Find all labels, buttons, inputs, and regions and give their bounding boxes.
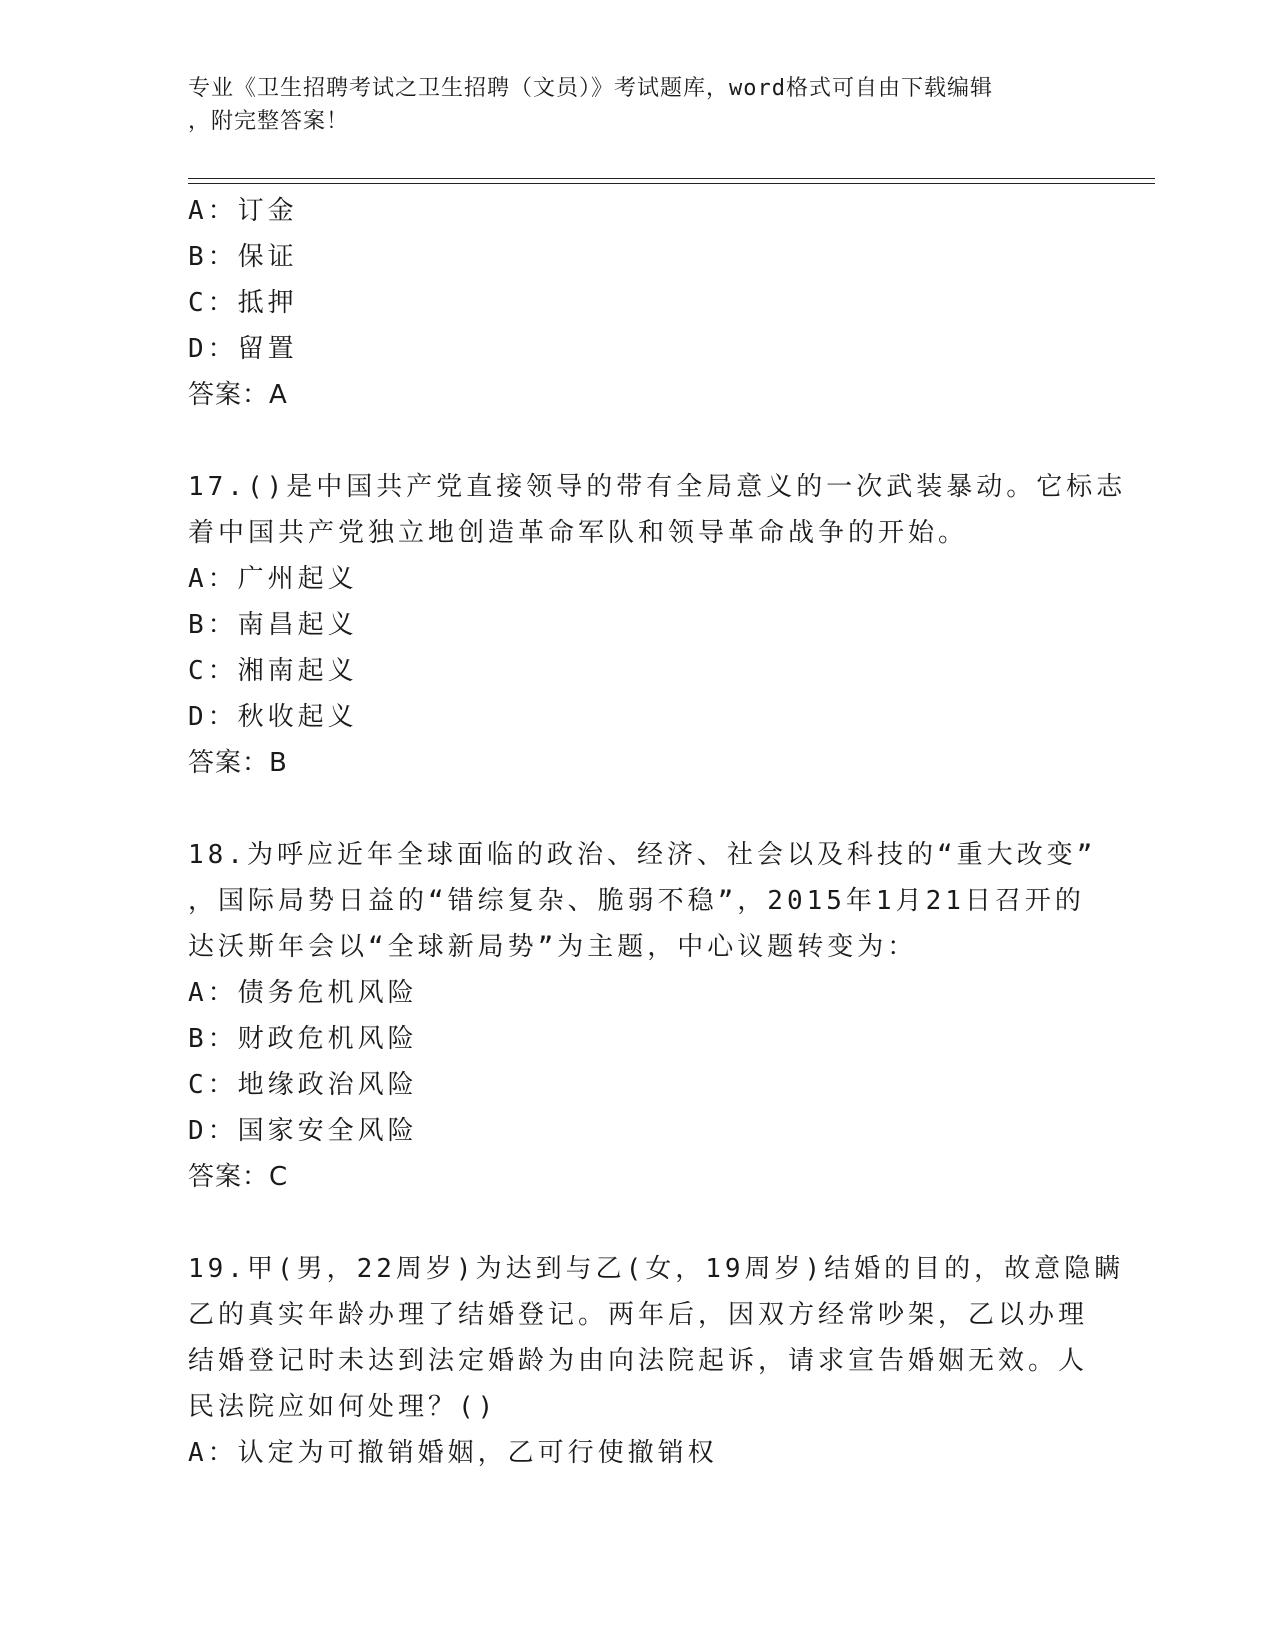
option-d: D：国家安全风险	[188, 1116, 418, 1146]
header-line-1: 专业《卫生招聘考试之卫生招聘（文员）》考试题库，word格式可自由下载编辑	[188, 76, 993, 101]
question-19	[188, 1246, 1125, 1476]
option-a: A：广州起义	[188, 564, 358, 594]
header-rule-bottom	[188, 183, 1155, 184]
question-stem-line: 17.()是中国共产党直接领导的带有全局意义的一次武装暴动。它标志	[188, 472, 1127, 502]
question-stem-line: 民法院应如何处理？()	[188, 1392, 498, 1422]
option-c: C：抵押	[188, 288, 298, 318]
answer: 答案：C	[188, 1162, 289, 1192]
option-b: B：财政危机风险	[188, 1024, 418, 1054]
question-17	[188, 464, 1127, 786]
header-line-2: ，附完整答案！	[188, 109, 350, 134]
question-content	[188, 188, 1127, 1476]
question-stem-line: ，国际局势日益的“错综复杂、脆弱不稳”，2015年1月21日召开的	[188, 886, 1085, 916]
question-stem-line: 达沃斯年会以“全球新局势”为主题，中心议题转变为：	[188, 932, 918, 962]
answer: 答案：B	[188, 748, 288, 778]
question-stem-line: 18.为呼应近年全球面临的政治、经济、社会以及科技的“重大改变”	[188, 840, 1097, 870]
question-16	[188, 188, 1088, 418]
answer: 答案：A	[188, 380, 288, 410]
option-b: B：南昌起义	[188, 610, 358, 640]
header-rule-top	[188, 178, 1155, 179]
question-stem-line: 结婚登记时未达到法定婚龄为由向法院起诉，请求宣告婚姻无效。人	[188, 1346, 1089, 1376]
option-a: A：认定为可撤销婚姻，乙可行使撤销权	[188, 1438, 718, 1468]
question-stem-line: 乙的真实年龄办理了结婚登记。两年后，因双方经常吵架，乙以办理	[188, 1300, 1089, 1330]
question-18	[188, 832, 1097, 1200]
option-c: C：地缘政治风险	[188, 1070, 418, 1100]
option-c: C：湘南起义	[188, 656, 358, 686]
document-header	[188, 72, 1088, 138]
option-a: A：订金	[188, 196, 298, 226]
option-d: D：留置	[188, 334, 298, 364]
option-d: D：秋收起义	[188, 702, 358, 732]
question-stem-line: 着中国共产党独立地创造革命军队和领导革命战争的开始。	[188, 518, 969, 548]
question-stem-line: 19.甲(男，22周岁)为达到与乙(女，19周岁)结婚的目的，故意隐瞒	[188, 1254, 1125, 1284]
option-b: B：保证	[188, 242, 298, 272]
option-a: A：债务危机风险	[188, 978, 418, 1008]
